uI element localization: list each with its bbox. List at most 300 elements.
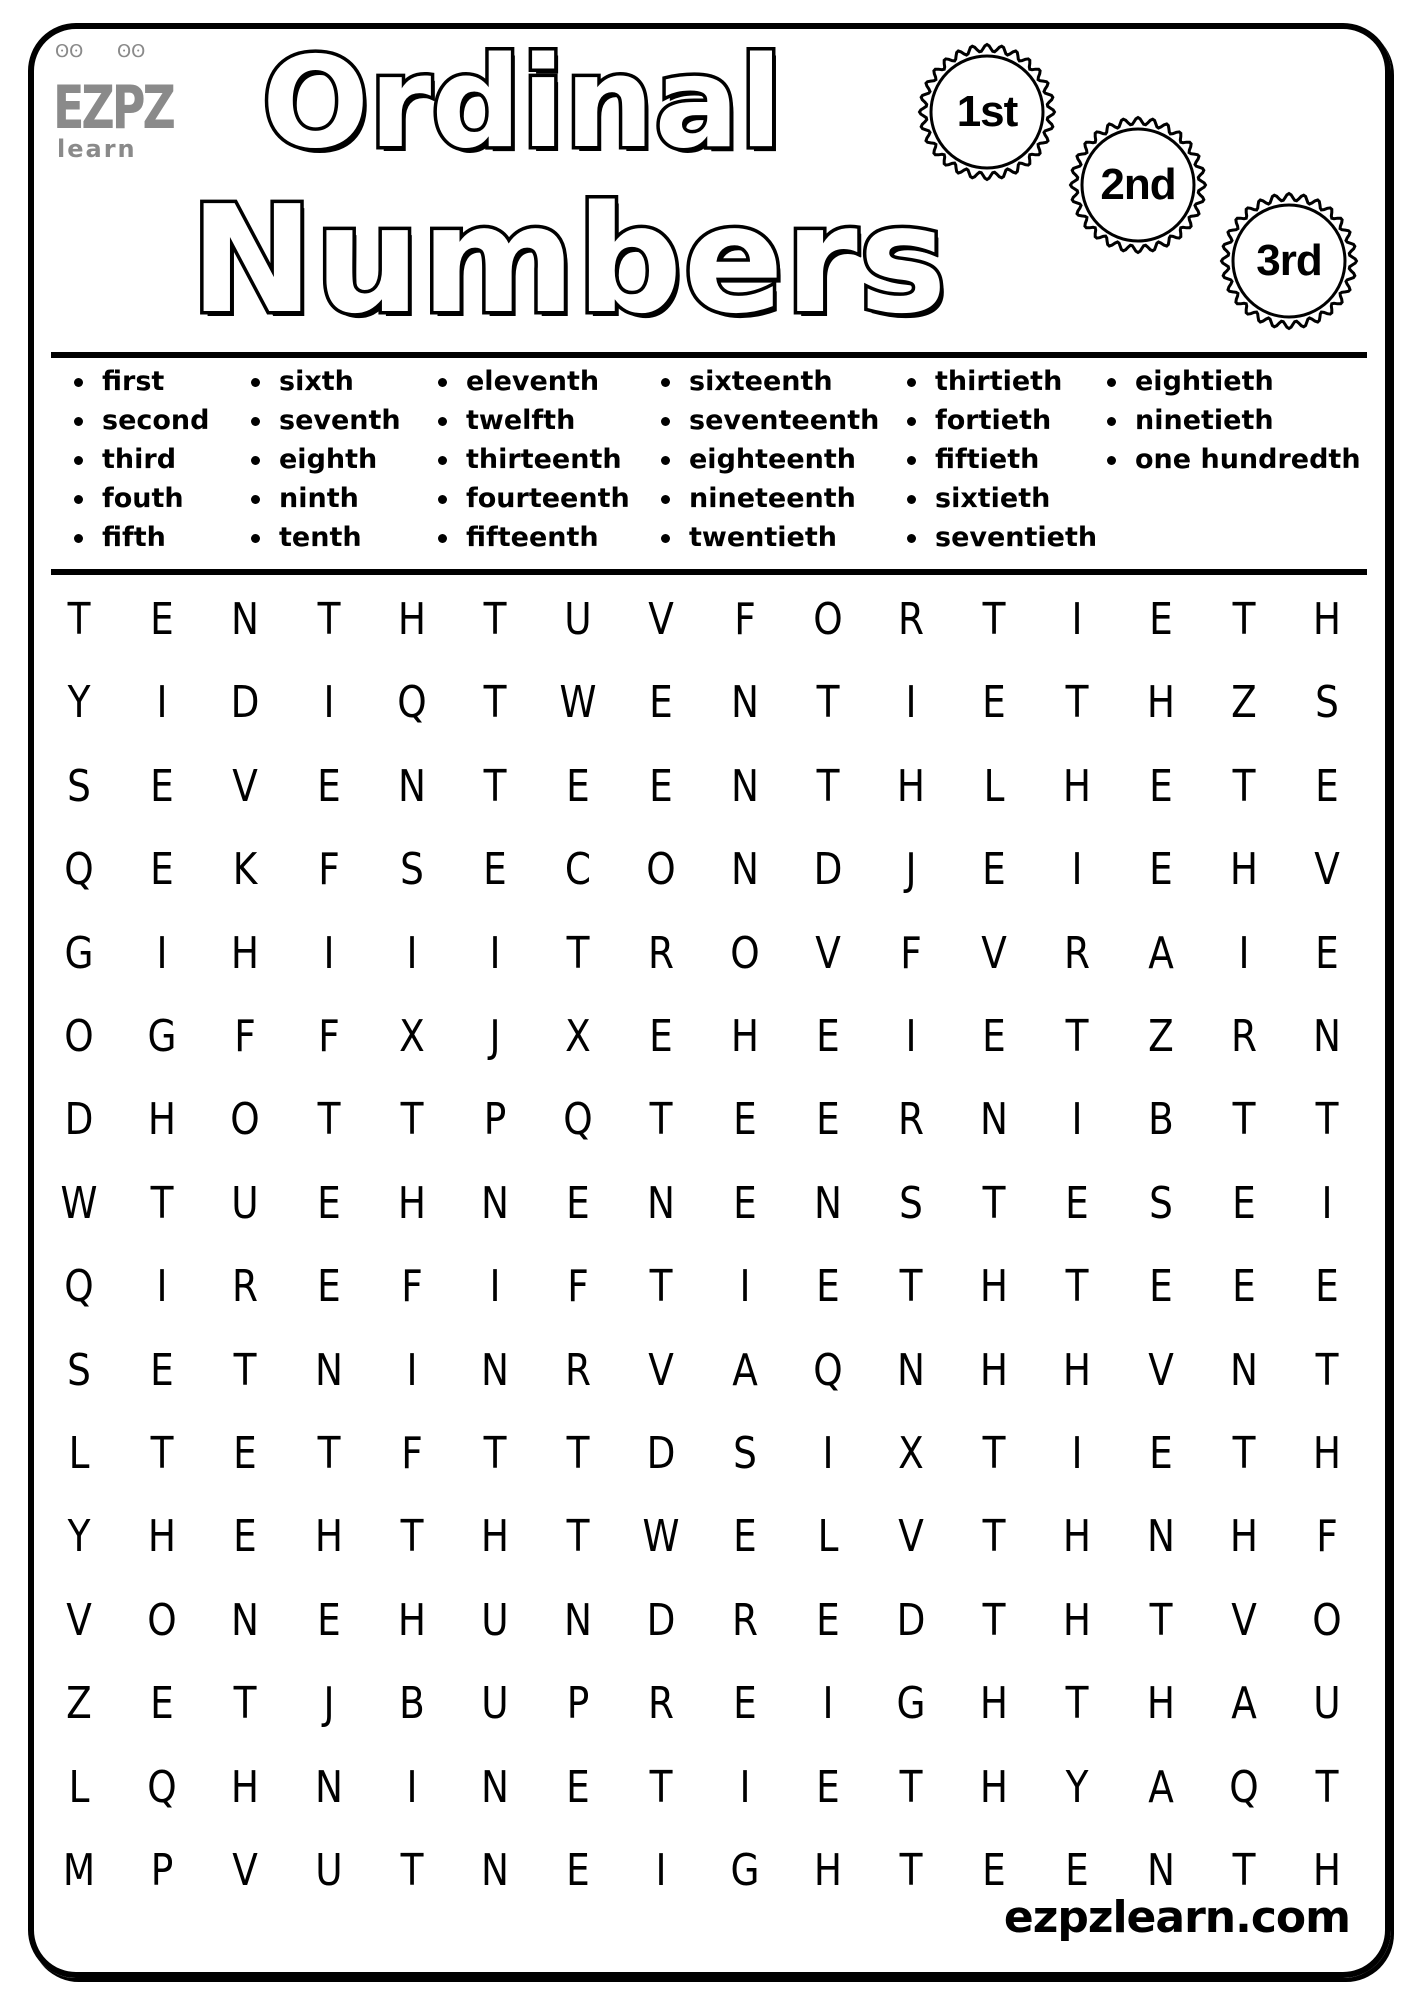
grid-letter[interactable]: N — [564, 1594, 593, 1646]
grid-letter[interactable]: R — [1230, 1011, 1257, 1062]
grid-letter[interactable]: E — [732, 1511, 757, 1563]
grid-letter[interactable]: Q — [147, 1761, 177, 1813]
grid-letter[interactable]: T — [1232, 594, 1256, 645]
grid-letter[interactable]: I — [655, 1845, 667, 1896]
grid-letter[interactable]: T — [1315, 1761, 1339, 1813]
grid-letter[interactable]: H — [730, 1011, 759, 1062]
grid-letter[interactable]: E — [316, 1261, 341, 1313]
grid-letter[interactable]: B — [1147, 1094, 1174, 1146]
grid-letter[interactable]: F — [567, 1261, 589, 1313]
grid-letter[interactable]: T — [317, 1428, 341, 1479]
grid-letter[interactable]: D — [230, 677, 260, 729]
grid-letter[interactable]: J — [489, 1011, 501, 1062]
grid-letter[interactable]: T — [150, 1177, 174, 1229]
grid-letter[interactable]: N — [1146, 1511, 1175, 1563]
grid-letter[interactable]: E — [649, 760, 674, 812]
grid-letter[interactable]: T — [566, 1428, 590, 1479]
grid-letter[interactable]: I — [905, 677, 917, 729]
grid-letter[interactable]: N — [730, 677, 759, 729]
grid-letter[interactable]: T — [1149, 1594, 1173, 1646]
grid-letter[interactable]: O — [729, 927, 760, 979]
grid-letter[interactable]: U — [231, 1177, 260, 1229]
grid-letter[interactable]: V — [898, 1511, 924, 1563]
grid-letter[interactable]: H — [231, 1761, 260, 1813]
grid-letter[interactable]: R — [232, 1261, 259, 1313]
word-list-item: fourteenth — [466, 479, 630, 518]
ezpz-logo — [45, 38, 210, 163]
word-list-item: ninetieth — [1135, 401, 1274, 440]
grid-letter[interactable]: V — [1147, 1344, 1174, 1396]
grid-letter[interactable]: Y — [67, 1511, 91, 1563]
word-list-item: tenth — [279, 518, 362, 557]
word-list-item: seventh — [279, 401, 401, 440]
grid-letter[interactable]: N — [481, 1177, 509, 1229]
grid-letter[interactable]: T — [816, 677, 840, 729]
grid-letter[interactable]: R — [897, 594, 924, 645]
grid-letter[interactable]: R — [897, 1094, 924, 1146]
grid-letter[interactable]: O — [646, 844, 677, 896]
grid-letter[interactable]: Q — [64, 844, 94, 896]
grid-letter[interactable]: T — [317, 594, 341, 645]
grid-letter[interactable]: Q — [1229, 1761, 1259, 1813]
badge-label: 1st — [956, 87, 1018, 136]
grid-letter[interactable]: E — [483, 844, 507, 896]
grid-letter[interactable]: J — [905, 844, 917, 896]
grid-letter[interactable]: J — [323, 1678, 335, 1730]
grid-letter[interactable]: E — [1148, 1261, 1173, 1313]
grid-letter[interactable]: E — [815, 1094, 840, 1146]
word-list-item: ninth — [279, 479, 359, 518]
grid-letter[interactable]: A — [1147, 1761, 1174, 1813]
grid-letter[interactable]: E — [1148, 844, 1173, 896]
grid-letter[interactable]: E — [150, 760, 175, 812]
grid-letter[interactable]: E — [982, 844, 1007, 896]
grid-letter[interactable]: I — [323, 677, 335, 729]
grid-letter[interactable]: D — [896, 1594, 926, 1646]
grid-letter[interactable]: O — [147, 1594, 177, 1646]
grid-letter[interactable]: E — [1315, 760, 1339, 812]
word-list-item: thirtieth — [935, 362, 1062, 401]
logo-eyes-icon: ʘʘ — [55, 41, 84, 62]
logo-sub: learn — [57, 135, 137, 163]
word-list — [0, 362, 1414, 562]
word-list-item: eighteenth — [689, 440, 856, 479]
grid-letter[interactable]: W — [559, 677, 597, 729]
grid-letter[interactable]: I — [739, 1761, 751, 1813]
grid-letter[interactable]: E — [233, 1511, 258, 1563]
grid-letter[interactable]: N — [481, 1845, 509, 1896]
grid-letter[interactable]: I — [323, 927, 335, 979]
grid-letter[interactable]: E — [982, 1845, 1007, 1896]
grid-letter[interactable]: O — [64, 1011, 94, 1062]
grid-letter[interactable]: E — [649, 1011, 674, 1062]
title-line-1: Ordinal — [262, 29, 783, 176]
grid-letter[interactable]: T — [1232, 1428, 1256, 1479]
grid-letter[interactable]: E — [1231, 1177, 1256, 1229]
grid-letter[interactable]: T — [1065, 677, 1089, 729]
grid-letter[interactable]: R — [731, 1594, 758, 1646]
grid-letter[interactable]: E — [815, 1261, 840, 1313]
grid-letter[interactable]: T — [1315, 1094, 1339, 1146]
grid-letter[interactable]: I — [1071, 844, 1083, 896]
grid-letter[interactable]: D — [813, 844, 843, 896]
grid-letter[interactable]: H — [1312, 594, 1342, 645]
grid-letter[interactable]: S — [67, 760, 91, 812]
word-list-item: fifth — [102, 518, 166, 557]
word-list-item: nineteenth — [689, 479, 856, 518]
grid-letter[interactable]: H — [1063, 1344, 1092, 1396]
grid-letter[interactable]: T — [1065, 1678, 1089, 1730]
word-list-item: eighth — [279, 440, 377, 479]
grid-letter[interactable]: E — [233, 1428, 258, 1479]
grid-letter[interactable]: T — [67, 594, 91, 645]
grid-letter[interactable]: T — [483, 677, 507, 729]
grid-letter[interactable]: E — [982, 1011, 1007, 1062]
word-list-item: twentieth — [689, 518, 837, 557]
grid-letter[interactable]: R — [648, 927, 675, 979]
grid-letter[interactable]: N — [397, 760, 426, 812]
grid-letter[interactable]: H — [1063, 760, 1092, 812]
grid-letter[interactable]: N — [1146, 1845, 1175, 1896]
grid-letter[interactable]: N — [897, 1344, 925, 1396]
grid-letter[interactable]: H — [397, 1177, 426, 1229]
grid-letter[interactable]: V — [1230, 1594, 1257, 1646]
grid-letter[interactable]: I — [1071, 1094, 1083, 1146]
grid-letter[interactable]: T — [233, 1678, 257, 1730]
grid-letter[interactable]: A — [1147, 927, 1174, 979]
grid-letter[interactable]: N — [1313, 1011, 1341, 1062]
word-list-item: fortieth — [935, 401, 1051, 440]
grid-letter[interactable]: L — [68, 1761, 90, 1813]
grid-letter[interactable]: S — [1315, 677, 1339, 729]
grid-letter[interactable]: T — [317, 1094, 341, 1146]
grid-letter[interactable]: I — [1321, 1177, 1333, 1229]
grid-letter[interactable]: Q — [563, 1094, 593, 1146]
grid-letter[interactable]: N — [231, 594, 260, 645]
grid-letter[interactable]: T — [483, 760, 507, 812]
grid-letter[interactable]: E — [566, 760, 591, 812]
grid-letter[interactable]: N — [1229, 1344, 1258, 1396]
grid-letter[interactable]: E — [566, 1845, 591, 1896]
grid-letter[interactable]: H — [1063, 1511, 1092, 1563]
grid-letter[interactable]: F — [1316, 1511, 1338, 1563]
grid-letter[interactable]: E — [732, 1177, 757, 1229]
grid-letter[interactable]: B — [398, 1678, 425, 1730]
word-list-item: third — [102, 440, 176, 479]
grid-letter[interactable]: T — [400, 1094, 424, 1146]
grid-letter[interactable]: E — [1148, 594, 1173, 645]
grid-letter[interactable]: G — [64, 927, 94, 979]
grid-letter[interactable]: T — [982, 1177, 1006, 1229]
grid-letter[interactable]: I — [822, 1428, 834, 1479]
grid-letter[interactable]: T — [483, 594, 507, 645]
grid-letter[interactable]: N — [647, 1177, 676, 1229]
grid-letter[interactable]: O — [813, 594, 843, 645]
grid-letter[interactable]: Q — [813, 1344, 843, 1396]
grid-letter[interactable]: F — [317, 1011, 340, 1062]
badge-label: 3rd — [1256, 236, 1322, 285]
grid-letter[interactable]: F — [234, 1011, 257, 1062]
grid-letter[interactable]: O — [230, 1094, 261, 1146]
grid-letter[interactable]: V — [232, 1845, 259, 1896]
grid-letter[interactable]: Z — [1230, 677, 1257, 729]
grid-letter[interactable]: E — [1315, 927, 1339, 979]
grid-letter[interactable]: N — [730, 844, 759, 896]
grid-letter[interactable]: Z — [1147, 1011, 1174, 1062]
word-list-item: second — [102, 401, 210, 440]
grid-letter[interactable]: T — [982, 1594, 1006, 1646]
grid-letter[interactable]: W — [60, 1177, 98, 1229]
grid-letter[interactable]: H — [896, 760, 926, 812]
word-list-item: eightieth — [1135, 362, 1274, 401]
grid-letter[interactable]: E — [1148, 1428, 1173, 1479]
grid-letter[interactable]: H — [1063, 1594, 1092, 1646]
grid-letter[interactable]: V — [66, 1594, 92, 1646]
grid-letter[interactable]: V — [814, 927, 841, 979]
word-list-item: seventieth — [935, 518, 1097, 557]
grid-letter[interactable]: K — [233, 844, 258, 896]
word-list-item: thirteenth — [466, 440, 622, 479]
grid-letter[interactable]: H — [980, 1261, 1009, 1313]
grid-letter[interactable]: G — [147, 1011, 177, 1062]
grid-letter[interactable]: U — [564, 594, 592, 645]
grid-letter[interactable]: F — [733, 594, 756, 645]
grid-letter[interactable]: N — [481, 1761, 509, 1813]
grid-letter[interactable]: E — [150, 844, 175, 896]
grid-letter[interactable]: N — [314, 1344, 343, 1396]
grid-letter[interactable]: H — [314, 1511, 343, 1563]
word-list-item: twelfth — [466, 401, 575, 440]
grid-letter[interactable]: T — [483, 1428, 507, 1479]
grid-letter[interactable]: I — [1071, 1428, 1083, 1479]
grid-letter[interactable]: T — [1232, 1094, 1256, 1146]
grid-letter[interactable]: Q — [64, 1261, 94, 1313]
grid-letter[interactable]: N — [730, 760, 759, 812]
grid-letter[interactable]: H — [480, 1511, 510, 1563]
grid-letter[interactable]: E — [732, 1094, 757, 1146]
logo-eyes-icon: ʘʘ — [117, 41, 146, 62]
grid-letter[interactable]: I — [489, 927, 501, 979]
grid-letter[interactable]: E — [1231, 1261, 1256, 1313]
grid-letter[interactable]: F — [900, 927, 922, 979]
grid-letter[interactable]: T — [1065, 1011, 1089, 1062]
grid-letter[interactable]: H — [980, 1761, 1009, 1813]
grid-letter[interactable]: Y — [1065, 1761, 1089, 1813]
grid-letter[interactable]: P — [483, 1094, 507, 1146]
grid-letter[interactable]: T — [649, 1094, 673, 1146]
grid-letter[interactable]: R — [648, 1678, 675, 1730]
grid-letter[interactable]: T — [649, 1261, 673, 1313]
grid-letter[interactable]: D — [64, 1094, 94, 1146]
grid-letter[interactable]: C — [565, 844, 592, 896]
grid-letter[interactable]: T — [899, 1261, 923, 1313]
grid-letter[interactable]: V — [648, 1344, 675, 1396]
grid-letter[interactable]: N — [813, 1177, 842, 1229]
word-list-item: fifteenth — [466, 518, 599, 557]
grid-letter[interactable]: X — [898, 1428, 924, 1479]
grid-letter[interactable]: H — [148, 1511, 177, 1563]
word-list-item: fiftieth — [935, 440, 1039, 479]
grid-letter[interactable]: X — [565, 1011, 592, 1062]
grid-letter[interactable]: L — [983, 760, 1005, 812]
grid-letter[interactable]: N — [980, 1094, 1009, 1146]
grid-letter[interactable]: I — [156, 927, 168, 979]
grid-letter[interactable]: H — [148, 1094, 177, 1146]
grid-letter[interactable]: H — [813, 1845, 842, 1896]
grid-letter[interactable]: T — [982, 1428, 1006, 1479]
grid-letter[interactable]: I — [489, 1261, 501, 1313]
grid-letter[interactable]: E — [1315, 1261, 1339, 1313]
word-list-item: sixtieth — [935, 479, 1050, 518]
grid-letter[interactable]: H — [231, 927, 260, 979]
grid-letter[interactable]: S — [899, 1177, 923, 1229]
word-list-item: first — [102, 362, 164, 401]
grid-letter[interactable]: E — [1065, 1177, 1090, 1229]
grid-letter[interactable]: H — [980, 1678, 1009, 1730]
word-list-item: eleventh — [466, 362, 599, 401]
grid-letter[interactable]: E — [732, 1678, 757, 1730]
grid-letter[interactable]: F — [401, 1261, 423, 1313]
grid-letter[interactable]: H — [397, 1594, 426, 1646]
grid-letter[interactable]: T — [649, 1761, 673, 1813]
grid-letter[interactable]: T — [982, 1511, 1006, 1563]
grid-letter[interactable]: T — [982, 594, 1006, 645]
grid-letter[interactable]: D — [646, 1428, 676, 1479]
grid-letter[interactable]: I — [156, 677, 168, 729]
grid-letter[interactable]: H — [397, 594, 426, 645]
grid-letter[interactable]: O — [1312, 1594, 1342, 1646]
grid-letter[interactable]: Z — [66, 1678, 92, 1730]
badge-label: 2nd — [1100, 160, 1176, 209]
grid-letter[interactable]: T — [566, 1511, 590, 1563]
grid-letter[interactable]: S — [399, 844, 424, 896]
grid-letter[interactable]: T — [1065, 1261, 1089, 1313]
grid-letter[interactable]: W — [642, 1511, 680, 1563]
grid-letter[interactable]: I — [406, 1761, 418, 1813]
grid-letter[interactable]: P — [150, 1845, 174, 1896]
grid-letter[interactable]: E — [150, 1678, 175, 1730]
grid-letter[interactable]: D — [646, 1594, 676, 1646]
grid-letter[interactable]: V — [232, 760, 259, 812]
grid-letter[interactable]: I — [822, 1678, 834, 1730]
grid-letter[interactable]: U — [481, 1678, 509, 1730]
grid-letter[interactable]: H — [980, 1344, 1009, 1396]
grid-letter[interactable]: S — [732, 1428, 757, 1479]
grid-letter[interactable]: R — [565, 1344, 592, 1396]
grid-letter[interactable]: H — [1229, 1511, 1258, 1563]
grid-letter[interactable]: R — [1064, 927, 1091, 979]
grid-letter[interactable]: T — [816, 760, 840, 812]
footer-site: ezpzlearn.com — [1003, 1892, 1350, 1943]
grid-letter[interactable]: L — [68, 1428, 90, 1479]
badge-3rd — [1219, 191, 1359, 331]
grid-letter[interactable]: E — [1065, 1845, 1090, 1896]
grid-letter[interactable]: T — [400, 1845, 424, 1896]
grid-letter[interactable]: E — [316, 1594, 341, 1646]
grid-letter[interactable]: I — [1071, 594, 1083, 645]
grid-letter[interactable]: E — [815, 1011, 840, 1062]
grid-letter[interactable]: E — [316, 1177, 341, 1229]
grid-letter[interactable]: T — [899, 1761, 923, 1813]
grid-letter[interactable]: V — [1314, 844, 1340, 896]
grid-letter[interactable]: G — [896, 1678, 926, 1730]
grid-letter[interactable]: T — [1232, 760, 1256, 812]
word-list-item: fouth — [102, 479, 184, 518]
grid-letter[interactable]: E — [150, 594, 175, 645]
grid-letter[interactable]: M — [62, 1845, 96, 1896]
grid-letter[interactable]: E — [649, 677, 674, 729]
grid-letter[interactable]: I — [905, 1011, 917, 1062]
grid-letter[interactable]: E — [815, 1761, 840, 1813]
grid-letter[interactable]: N — [314, 1761, 343, 1813]
grid-letter[interactable]: H — [1312, 1845, 1342, 1896]
grid-letter[interactable]: A — [731, 1344, 758, 1396]
grid-letter[interactable]: N — [231, 1594, 260, 1646]
grid-letter[interactable]: Q — [397, 677, 427, 729]
badge-1st — [917, 42, 1057, 182]
grid-letter[interactable]: T — [899, 1845, 923, 1896]
grid-letter[interactable]: E — [316, 760, 341, 812]
word-list-item: one hundredth — [1135, 440, 1361, 479]
grid-letter[interactable]: E — [815, 1594, 840, 1646]
divider-top — [51, 352, 1367, 358]
grid-letter[interactable]: I — [156, 1261, 168, 1313]
divider-bottom — [51, 569, 1367, 575]
grid-letter[interactable]: I — [739, 1261, 751, 1313]
grid-letter[interactable]: H — [1146, 677, 1175, 729]
word-list-item: seventeenth — [689, 401, 879, 440]
grid-letter[interactable]: P — [566, 1678, 590, 1730]
grid-letter[interactable]: T — [150, 1428, 174, 1479]
grid-letter[interactable]: I — [1238, 927, 1250, 979]
grid-letter[interactable]: U — [481, 1594, 509, 1646]
grid-letter[interactable]: A — [1230, 1678, 1257, 1730]
grid-letter[interactable]: I — [406, 1344, 418, 1396]
grid-letter[interactable]: T — [1232, 1845, 1256, 1896]
grid-letter[interactable]: H — [1146, 1678, 1175, 1730]
grid-letter[interactable]: V — [648, 594, 675, 645]
title-line-2: Numbers — [190, 174, 948, 346]
grid-letter[interactable]: V — [981, 927, 1007, 979]
grid-letter[interactable]: F — [401, 1428, 423, 1479]
grid-letter[interactable]: T — [566, 927, 590, 979]
word-list-item: sixteenth — [689, 362, 833, 401]
grid-letter[interactable]: F — [317, 844, 340, 896]
grid-letter[interactable]: U — [1313, 1678, 1341, 1730]
grid-letter[interactable]: H — [1229, 844, 1258, 896]
grid-letter[interactable]: X — [398, 1011, 425, 1062]
grid-letter[interactable]: T — [233, 1344, 257, 1396]
logo-brand: EZPZ — [53, 72, 173, 143]
grid-letter[interactable]: I — [406, 927, 418, 979]
word-list-item: sixth — [279, 362, 354, 401]
grid-letter[interactable]: Y — [67, 677, 91, 729]
grid-letter[interactable]: S — [1148, 1177, 1173, 1229]
grid-letter[interactable]: T — [400, 1511, 424, 1563]
grid-letter[interactable]: E — [982, 677, 1007, 729]
grid-letter[interactable]: H — [1312, 1428, 1342, 1479]
grid-letter[interactable]: L — [817, 1511, 839, 1563]
grid-letter[interactable]: S — [67, 1344, 91, 1396]
grid-letter[interactable]: T — [1315, 1344, 1339, 1396]
grid-letter[interactable]: G — [730, 1845, 760, 1896]
grid-letter[interactable]: U — [314, 1845, 343, 1896]
grid-letter[interactable]: E — [150, 1344, 175, 1396]
grid-letter[interactable]: E — [566, 1177, 591, 1229]
grid-letter[interactable]: N — [481, 1344, 509, 1396]
grid-letter[interactable]: E — [566, 1761, 591, 1813]
grid-letter[interactable]: E — [1148, 760, 1173, 812]
